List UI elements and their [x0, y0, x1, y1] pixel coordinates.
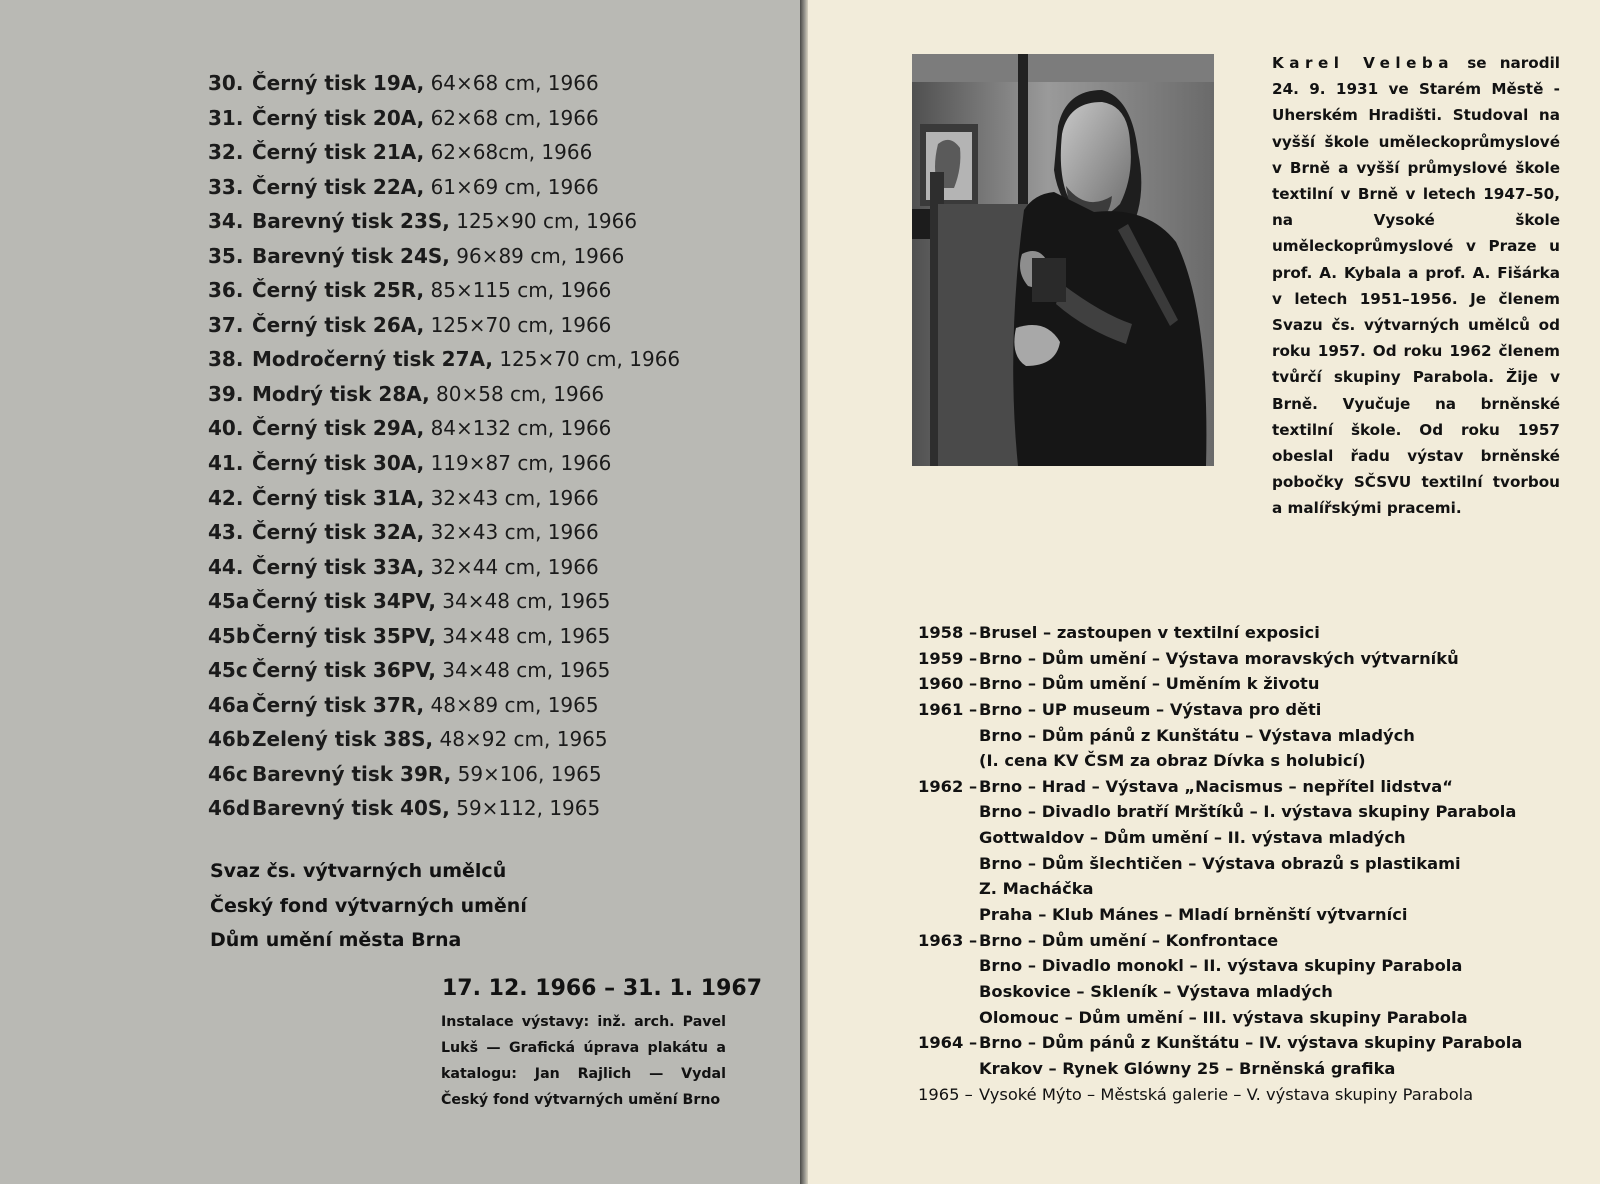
- exhibition-year: 1964 –: [918, 1033, 978, 1053]
- exhibition-entry: [918, 1082, 1522, 1108]
- credits-text: Instalace výstavy: inž. arch. Pavel Lukš — Grafická úprava plakátu a katalogu: Jan Rajlich — Vydal Český fond výtvarných umění Brno: [441, 1014, 726, 1108]
- artist-name: Karel Veleba: [1272, 54, 1455, 72]
- catalogue-item: [208, 759, 680, 794]
- catalogue-item-number: 36.: [208, 278, 244, 303]
- catalogue-item-title: Barevný tisk 39R,: [252, 761, 452, 786]
- catalogue-item-number: 34.: [208, 209, 244, 234]
- exhibition-text: (I. cena KV ČSM za obraz Dívka s holubicí): [979, 751, 1366, 771]
- exhibition-entry: [918, 902, 1522, 928]
- exhibition-text: Brno – Divadlo bratří Mrštíků – I. výstava skupiny Parabola: [979, 802, 1517, 822]
- catalogue-item-title: Černý tisk 26A,: [252, 312, 425, 337]
- catalogue-item-details: 32×43 cm, 1966: [430, 520, 599, 545]
- catalogue-item-details: 59×106, 1965: [457, 761, 602, 786]
- exhibition-entry: [918, 697, 1522, 723]
- exhibition-entry: [918, 928, 1522, 954]
- catalogue-item-title: Černý tisk 25R,: [252, 278, 425, 303]
- exhibition-entry: [918, 1005, 1522, 1031]
- exhibition-dates: 17. 12. 1966 – 31. 1. 1967: [442, 976, 762, 1001]
- catalogue-item-details: 84×132 cm, 1966: [430, 416, 612, 441]
- exhibition-text: Brno – Dům pánů z Kunštátu – Výstava mladých: [979, 725, 1415, 745]
- catalogue-item-title: Modročerný tisk 27A,: [252, 347, 493, 372]
- exhibition-text: Brno – Dům šlechtičen – Výstava obrazů s plastikami: [979, 853, 1461, 873]
- exhibition-text: Praha – Klub Mánes – Mladí brněnští výtvarníci: [979, 905, 1408, 925]
- catalogue-item-details: 32×43 cm, 1966: [430, 485, 599, 510]
- catalogue-item-title: Černý tisk 35PV,: [252, 623, 436, 648]
- catalogue-item: [208, 586, 680, 621]
- catalogue-item: [208, 172, 680, 207]
- catalogue-item-details: 34×48 cm, 1965: [442, 589, 611, 614]
- book-gutter: [800, 0, 808, 1184]
- catalogue-item-title: Černý tisk 22A,: [252, 174, 425, 199]
- exhibition-text: Brno – Dům pánů z Kunštátu – IV. výstava skupiny Parabola: [979, 1033, 1523, 1053]
- catalogue-item-number: 46c: [208, 761, 248, 786]
- catalogue-item-details: 119×87 cm, 1966: [430, 451, 612, 476]
- catalogue-item-title: Černý tisk 30A,: [252, 451, 425, 476]
- catalogue-item-title: Černý tisk 32A,: [252, 520, 425, 545]
- catalogue-item: [208, 448, 680, 483]
- organizers: [210, 856, 527, 960]
- catalogue-item: [208, 517, 680, 552]
- catalogue-item-title: Barevný tisk 40S,: [252, 796, 450, 821]
- exhibition-text: Brusel – zastoupen v textilní exposici: [979, 623, 1320, 642]
- exhibition-year: 1965 –: [918, 1084, 973, 1104]
- exhibition-text: Vysoké Mýto – Městská galerie – V. výstava skupiny Parabola: [979, 1084, 1474, 1104]
- exhibition-text: Olomouc – Dům umění – III. výstava skupiny Parabola: [979, 1007, 1468, 1027]
- catalogue-item-number: 32.: [208, 140, 244, 165]
- catalogue-item-details: 32×44 cm, 1966: [430, 554, 599, 579]
- catalogue-item-title: Černý tisk 37R,: [252, 692, 425, 717]
- catalogue-item: [208, 552, 680, 587]
- exhibition-year: 1962 –: [918, 776, 978, 796]
- catalogue-item-details: 125×70 cm, 1966: [499, 347, 681, 372]
- catalogue-item-title: Barevný tisk 24S,: [252, 243, 450, 268]
- catalogue-item-title: Černý tisk 33A,: [252, 554, 425, 579]
- catalogue-item-title: Zelený tisk 38S,: [252, 727, 434, 752]
- exhibition-entry: [918, 620, 1522, 646]
- catalogue-item: [208, 413, 680, 448]
- catalogue-item-title: Černý tisk 31A,: [252, 485, 425, 510]
- catalogue-item-number: 46a: [208, 692, 250, 717]
- catalogue-item-details: 59×112, 1965: [456, 796, 601, 821]
- catalogue-item: [208, 103, 680, 138]
- catalogue-item-details: 48×89 cm, 1965: [430, 692, 599, 717]
- catalogue-item-title: Černý tisk 36PV,: [252, 658, 436, 683]
- exhibition-text: Brno – Dům umění – Konfrontace: [979, 930, 1279, 950]
- biography-text: se narodil 24. 9. 1931 ve Starém Městě - Uherském Hradišti. Studoval na vyšší škole uměleckoprůmyslové v Brně a vyšší průmyslové škole textilní v Brně v letech 1947–50, na Vysoké škole uměleckoprůmyslové v Praze u prof. A. Kybala a prof. A. Fišárka v letech 1951–1956. Je členem Svazu čs. výtvarných umělců od roku 1957. Od roku 1962 členem tvůrčí skupiny Parabola. Žije v Brně. Vyučuje na brněnské textilní škole. Od roku 1957 obeslal řadu výstav brněnské pobočky SČSVU textilní tvorbou a malířskými pracemi.: [1272, 54, 1560, 518]
- catalogue-item-title: Barevný tisk 23S,: [252, 209, 450, 234]
- catalogue-item: [208, 241, 680, 276]
- exhibition-text: Brno – UP museum – Výstava pro děti: [979, 699, 1322, 719]
- catalogue-item-title: Černý tisk 29A,: [252, 416, 425, 441]
- exhibition-text: Brno – Dům umění – Uměním k životu: [979, 674, 1320, 694]
- catalogue-item: [208, 483, 680, 518]
- exhibition-year: 1963 –: [918, 930, 978, 950]
- catalogue-item-number: 33.: [208, 174, 244, 199]
- catalogue-item-title: Modrý tisk 28A,: [252, 381, 430, 406]
- catalogue-item-number: 45b: [208, 623, 251, 648]
- exhibition-year: 1961 –: [918, 699, 978, 719]
- catalogue-item-number: 46d: [208, 796, 251, 821]
- exhibition-text: Gottwaldov – Dům umění – II. výstava mladých: [979, 828, 1406, 848]
- organizer-name: Dům umění města Brna: [210, 929, 462, 951]
- catalogue-item: [208, 724, 680, 759]
- exhibition-text: Krakov – Rynek Glówny 25 – Brněnská grafika: [979, 1058, 1396, 1078]
- exhibition-entry: [918, 1056, 1522, 1082]
- catalogue-item-title: Černý tisk 20A,: [252, 105, 425, 130]
- catalogue-item-details: 61×69 cm, 1966: [430, 174, 599, 199]
- exhibition-text: Brno – Dům umění – Výstava moravských výtvarníků: [979, 648, 1459, 668]
- exhibition-entry: [918, 825, 1522, 851]
- catalogue-item-details: 62×68cm, 1966: [430, 140, 593, 165]
- exhibition-text: Boskovice – Skleník – Výstava mladých: [979, 981, 1333, 1001]
- catalogue-item-number: 46b: [208, 727, 251, 752]
- catalogue-item-number: 42.: [208, 485, 244, 510]
- exhibition-history: [918, 620, 1522, 1107]
- catalogue-item: [208, 379, 680, 414]
- catalogue-item-number: 30.: [208, 71, 244, 95]
- catalogue-item-number: 45a: [208, 589, 250, 614]
- exhibition-entry: [918, 979, 1522, 1005]
- catalogue-item-details: 64×68 cm, 1966: [430, 71, 599, 95]
- exhibition-entry: [918, 799, 1522, 825]
- catalogue-item-details: 34×48 cm, 1965: [442, 623, 611, 648]
- artist-biography: [1272, 50, 1560, 522]
- catalogue-item-details: 80×58 cm, 1966: [436, 381, 605, 406]
- exhibition-year: 1959 –: [918, 648, 978, 668]
- artist-portrait-photo: [912, 54, 1214, 466]
- catalogue-item: [208, 310, 680, 345]
- catalogue-item-number: 41.: [208, 451, 244, 476]
- exhibition-entry: [918, 774, 1522, 800]
- exhibition-text: Brno – Hrad – Výstava „Nacismus – nepřítel lidstva“: [979, 776, 1453, 796]
- exhibition-entry: [918, 876, 1522, 902]
- catalogue-item: [208, 275, 680, 310]
- catalogue-item: [208, 793, 680, 828]
- catalogue-item-number: 43.: [208, 520, 244, 545]
- exhibition-entry: [918, 1030, 1522, 1056]
- catalogue-item-number: 31.: [208, 105, 244, 130]
- organizer-name: Svaz čs. výtvarných umělců: [210, 860, 507, 882]
- catalogue-item: [208, 206, 680, 241]
- catalogue-item-number: 35.: [208, 243, 244, 268]
- exhibition-entry: [918, 671, 1522, 697]
- catalogue-item-number: 37.: [208, 312, 244, 337]
- catalogue-item-title: Černý tisk 21A,: [252, 140, 425, 165]
- exhibition-entry: [918, 851, 1522, 877]
- catalogue-item: [208, 655, 680, 690]
- exhibition-entry: [918, 953, 1522, 979]
- catalogue-item-details: 125×70 cm, 1966: [430, 312, 612, 337]
- exhibition-entry: [918, 723, 1522, 749]
- catalogue-item-number: 39.: [208, 381, 244, 406]
- catalogue-item: [208, 690, 680, 725]
- catalogue-item-number: 44.: [208, 554, 244, 579]
- catalogue-item-title: Černý tisk 34PV,: [252, 589, 436, 614]
- catalogue-item: [208, 621, 680, 656]
- catalogue-item-details: 125×90 cm, 1966: [456, 209, 638, 234]
- catalogue-item-number: 45c: [208, 658, 248, 683]
- catalogue-item-details: 96×89 cm, 1966: [456, 243, 625, 268]
- exhibition-entry: [918, 646, 1522, 672]
- organizer-name: Český fond výtvarných umění: [210, 894, 527, 917]
- exhibition-year: 1960 –: [918, 674, 978, 694]
- catalogue-item-details: 62×68 cm, 1966: [430, 105, 599, 130]
- catalogue-item-details: 48×92 cm, 1965: [439, 727, 608, 752]
- catalogue-list: [208, 68, 680, 828]
- catalogue-item-title: Černý tisk 19A,: [252, 71, 425, 95]
- catalogue-item: [208, 137, 680, 172]
- exhibition-text: Brno – Divadlo monokl – II. výstava skupiny Parabola: [979, 956, 1463, 976]
- exhibition-text: Z. Macháčka: [979, 879, 1094, 899]
- catalogue-item: [208, 344, 680, 379]
- catalogue-item-number: 38.: [208, 347, 244, 372]
- catalogue-item-details: 34×48 cm, 1965: [442, 658, 611, 683]
- exhibition-year: 1958 –: [918, 623, 978, 642]
- catalogue-item-number: 40.: [208, 416, 244, 441]
- catalogue-item: [208, 68, 680, 103]
- exhibition-entry: [918, 748, 1522, 774]
- catalogue-item-details: 85×115 cm, 1966: [430, 278, 612, 303]
